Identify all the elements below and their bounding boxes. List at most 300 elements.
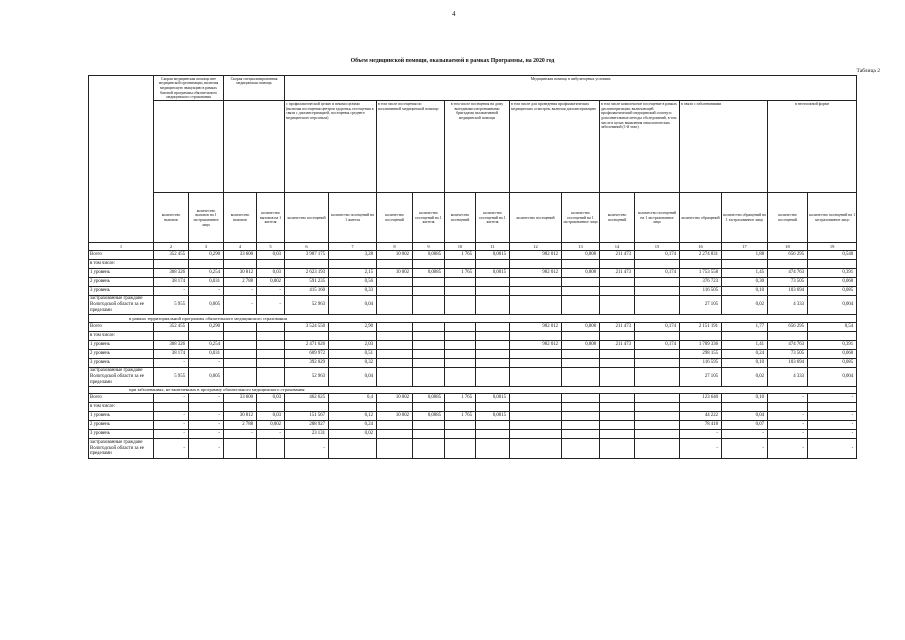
table-cell: 27 105 (680, 367, 722, 386)
table-cell: 0,002 (257, 277, 285, 286)
table-cell (285, 403, 329, 412)
col-visits-home: количество посещений (445, 193, 476, 243)
table-cell: 298 155 (680, 349, 722, 358)
table-row (89, 430, 857, 439)
table-cell (722, 259, 768, 268)
table-cell: - (189, 412, 224, 421)
table-cell: 52 963 (285, 295, 329, 314)
table-cell: 0,060 (808, 349, 857, 358)
table-cell (562, 286, 600, 295)
table-cell (562, 403, 600, 412)
table-cell: 123 640 (680, 394, 722, 403)
row-label: Всего (89, 394, 154, 403)
table-cell: 0,02 (722, 367, 768, 386)
table-cell (257, 403, 285, 412)
table-cell: 0,24 (329, 421, 377, 430)
table-cell (445, 340, 476, 349)
table-cell (600, 421, 635, 430)
table-cell (476, 349, 510, 358)
table-cell (635, 412, 680, 421)
row-label: 1 уровень (89, 268, 154, 277)
table-cell: 462 625 (285, 394, 329, 403)
header-incl-palliative: в том числе посещения по паллиативной медицинской помощи (377, 101, 445, 193)
table-cell (224, 349, 257, 358)
table-cell: 1 765 (445, 412, 476, 421)
table-cell (562, 259, 600, 268)
table-cell: 308 326 (154, 268, 189, 277)
table-cell (722, 331, 768, 340)
table-cell: 0,0085 (413, 394, 445, 403)
table-cell: 0,54 (808, 322, 857, 331)
table-cell: 103 694 (768, 358, 808, 367)
col-visits-pal-per1: количество посещений на 1 жителя (413, 193, 445, 243)
row-label: 2 уровень (89, 349, 154, 358)
header-complex: в том числе комплексное посещение в рамках диспансеризации, включающей профилактический медицинский осмотр и дополнительные методы обследований, в том числе в целях выявления онкологических заболеваний (1-й этап) (600, 101, 680, 193)
table-cell: 0,51 (329, 349, 377, 358)
table-cell (377, 349, 413, 358)
table-cell: 1,88 (722, 250, 768, 259)
column-number: 7 (329, 243, 377, 250)
table-cell (510, 286, 562, 295)
column-number: 4 (224, 243, 257, 250)
table-cell: 0,808 (562, 268, 600, 277)
row-label: Всего (89, 322, 154, 331)
table-cell (510, 403, 562, 412)
column-number: 18 (768, 243, 808, 250)
table-cell: 33 600 (224, 250, 257, 259)
table-cell (600, 277, 635, 286)
table-cell: - (189, 439, 224, 458)
col-visits-urgent-per1: количество посещений на 1 застрахованное лицо (808, 193, 857, 243)
table-cell (413, 340, 445, 349)
table-cell (445, 331, 476, 340)
table-cell (635, 295, 680, 314)
table-cell: - (154, 430, 189, 439)
table-row (89, 322, 857, 331)
table-cell (808, 403, 857, 412)
table-cell (600, 394, 635, 403)
table-cell (224, 367, 257, 386)
table-cell: - (189, 421, 224, 430)
table-cell: 4 333 (768, 367, 808, 386)
table-cell: - (224, 430, 257, 439)
table-cell (413, 331, 445, 340)
table-cell (377, 340, 413, 349)
table-cell (476, 295, 510, 314)
row-label: 2 уровень (89, 277, 154, 286)
table-cell (476, 430, 510, 439)
table-row (89, 259, 857, 268)
table-cell: 656 295 (768, 322, 808, 331)
table-cell: 73 505 (768, 349, 808, 358)
column-number: 6 (285, 243, 329, 250)
table-cell: 0,808 (562, 250, 600, 259)
table-cell (722, 403, 768, 412)
table-cell: - (285, 439, 329, 458)
table-row (89, 439, 857, 458)
table-cell: - (189, 358, 224, 367)
table-cell: - (808, 394, 857, 403)
table-cell (257, 349, 285, 358)
table-cell (476, 286, 510, 295)
table-cell: 1 765 (445, 250, 476, 259)
table-cell: 1,41 (722, 340, 768, 349)
table-cell (635, 367, 680, 386)
table-cell (510, 430, 562, 439)
table-cell: 0,174 (635, 340, 680, 349)
table-cell (413, 421, 445, 430)
col-visits-urgent: количество посещений (768, 193, 808, 243)
table-cell (600, 295, 635, 314)
table-cell: 0,56 (329, 277, 377, 286)
table-cell (476, 358, 510, 367)
table-cell: 0,33 (329, 286, 377, 295)
table-cell (445, 286, 476, 295)
table-cell: 151 567 (285, 412, 329, 421)
table-cell: - (257, 430, 285, 439)
table-cell (562, 349, 600, 358)
row-label: застрахованные граждане Вологодской области за ее пределами (89, 439, 154, 458)
table-cell: - (224, 286, 257, 295)
table-cell (635, 349, 680, 358)
table-cell (808, 331, 857, 340)
header-sspec: Скорая специализированная медицинская помощь (224, 76, 285, 101)
table-cell: 0,04 (329, 295, 377, 314)
table-cell (189, 403, 224, 412)
table-cell (562, 412, 600, 421)
table-cell (257, 367, 285, 386)
table-cell: 0,32 (329, 358, 377, 367)
table-cell: 44 222 (680, 412, 722, 421)
table-cell (445, 259, 476, 268)
table-cell (600, 403, 635, 412)
col-visits-complex-per1: количество посещений на 1 застрахованное лицо (635, 193, 680, 243)
table-cell: - (680, 430, 722, 439)
header-prof-exam: в том числе для проведения профилактических медицинских осмотров, включая диспансеризацию (510, 101, 600, 193)
table-cell (510, 367, 562, 386)
table-cell: 0,540 (808, 250, 857, 259)
table-cell (562, 277, 600, 286)
table-cell: 2,15 (329, 268, 377, 277)
table-cell (413, 295, 445, 314)
section-heading: в рамках территориальной программы обязательного медицинского страхования (89, 315, 857, 323)
table-cell: 0,4 (329, 394, 377, 403)
col-visits-exam: количество посещений (510, 193, 562, 243)
table-cell (510, 439, 562, 458)
table-cell: 38 174 (154, 349, 189, 358)
table-cell: 1 709 336 (680, 340, 722, 349)
table-cell: 5 955 (154, 367, 189, 386)
table-cell: 0,03 (257, 412, 285, 421)
col-calls: количество вызовов (154, 193, 189, 243)
table-cell (600, 331, 635, 340)
table-cell (635, 331, 680, 340)
table-cell (635, 403, 680, 412)
table-cell: 10 002 (377, 412, 413, 421)
table-cell: - (154, 421, 189, 430)
table-cell (510, 295, 562, 314)
table-cell (377, 331, 413, 340)
table-cell: 0,005 (189, 295, 224, 314)
table-cell: 5 955 (154, 295, 189, 314)
table-cell (635, 358, 680, 367)
row-label: 2 уровень (89, 421, 154, 430)
table-cell (224, 439, 257, 458)
table-cell: 52 963 (285, 367, 329, 386)
table-cell (476, 367, 510, 386)
table-cell (635, 394, 680, 403)
table-cell: 0,0015 (476, 394, 510, 403)
table-cell: 0,254 (189, 268, 224, 277)
table-cell: 0,808 (562, 340, 600, 349)
table-cell: - (680, 439, 722, 458)
row-label: 1 уровень (89, 340, 154, 349)
header-prof: с профилактической целью и иными целями (включая посещения центров здоровья, посещения в связи с диспансеризацией, посещения среднего медицинского персонала) (285, 101, 377, 193)
table-cell: - (768, 439, 808, 458)
table-cell (329, 403, 377, 412)
table-cell: 0,004 (808, 367, 857, 386)
table-cell: 0,060 (808, 277, 857, 286)
row-label: 3 уровень (89, 286, 154, 295)
table-row (89, 268, 857, 277)
table-cell: 0,0085 (413, 268, 445, 277)
table-cell: 0,391 (808, 340, 857, 349)
table-cell: 0,290 (189, 250, 224, 259)
table-cell: - (808, 430, 857, 439)
table-cell: 1 765 (445, 394, 476, 403)
table-cell (476, 421, 510, 430)
table-cell: - (189, 286, 224, 295)
table-cell (224, 340, 257, 349)
table-cell: 211 473 (600, 322, 635, 331)
table-cell: 116 595 (680, 358, 722, 367)
table-cell (154, 259, 189, 268)
table-label: Таблица 2 (856, 68, 880, 74)
table-cell (476, 439, 510, 458)
table-cell: - (154, 394, 189, 403)
col-visits-complex: количество посещений (600, 193, 635, 243)
table-cell: 982 012 (510, 268, 562, 277)
table-row (89, 349, 857, 358)
table-cell: - (808, 421, 857, 430)
table-cell (329, 259, 377, 268)
row-label: в том числе: (89, 259, 154, 268)
table-cell: 2 623 193 (285, 268, 329, 277)
table-cell (413, 403, 445, 412)
table-cell (445, 367, 476, 386)
table-cell: 0,02 (722, 295, 768, 314)
table-cell (808, 259, 857, 268)
table-cell (445, 349, 476, 358)
col-calls-sspec: количество вызовов (224, 193, 257, 243)
column-number: 5 (257, 243, 285, 250)
table-cell: 0,004 (808, 295, 857, 314)
table-cell: 982 012 (510, 322, 562, 331)
table-cell (476, 331, 510, 340)
table-cell: 0,30 (722, 277, 768, 286)
table-cell: 308 326 (154, 340, 189, 349)
table-cell (600, 367, 635, 386)
table-cell (224, 331, 257, 340)
table-cell: 0,10 (722, 394, 768, 403)
table-cell (377, 403, 413, 412)
table-cell: 30 812 (224, 412, 257, 421)
col-visits-home-per1: количество посещений на 1 жителя (476, 193, 510, 243)
table-cell (413, 430, 445, 439)
col-calls-per1-resident: количество вызовов на 1 жителя (257, 193, 285, 243)
table-cell: - (722, 430, 768, 439)
table-cell (680, 259, 722, 268)
table-cell: 2,03 (329, 340, 377, 349)
table-cell: - (189, 430, 224, 439)
table-cell (562, 439, 600, 458)
header-incl-home: в том числе посещения на дому выездными патронажными бригадами паллиативной медицинской помощи (445, 101, 510, 193)
volume-table (88, 75, 857, 459)
table-cell: 0,031 (189, 277, 224, 286)
table-cell (510, 277, 562, 286)
table-row (89, 295, 857, 314)
table-cell: 415 160 (285, 286, 329, 295)
table-cell (476, 259, 510, 268)
table-cell (562, 295, 600, 314)
table-cell: - (154, 286, 189, 295)
table-cell (189, 259, 224, 268)
table-cell: 352 455 (154, 250, 189, 259)
table-cell (377, 421, 413, 430)
table-cell: 0,0085 (413, 250, 445, 259)
table-cell: 0,290 (189, 322, 224, 331)
table-cell: 78 418 (680, 421, 722, 430)
table-cell (257, 439, 285, 458)
table-cell (413, 259, 445, 268)
table-cell: - (224, 295, 257, 314)
table-cell: 1 765 (445, 268, 476, 277)
table-cell: 73 505 (768, 277, 808, 286)
table-cell (413, 277, 445, 286)
column-number: 16 (680, 243, 722, 250)
table-cell (635, 439, 680, 458)
table-cell (768, 259, 808, 268)
table-cell (510, 412, 562, 421)
table-cell: 474 763 (768, 268, 808, 277)
table-cell: 392 029 (285, 358, 329, 367)
table-cell (635, 421, 680, 430)
column-number: 9 (413, 243, 445, 250)
table-cell: 0,174 (635, 322, 680, 331)
header-ambulatory: Медицинская помощь в амбулаторных условиях (285, 76, 857, 101)
table-cell: 0,254 (189, 340, 224, 349)
table-cell (285, 259, 329, 268)
table-row (89, 286, 857, 295)
header-smp-empty (154, 101, 224, 193)
table-cell (377, 322, 413, 331)
table-cell: 27 105 (680, 295, 722, 314)
table-row (89, 367, 857, 386)
column-number: 10 (445, 243, 476, 250)
table-cell: 656 295 (768, 250, 808, 259)
table-cell (445, 277, 476, 286)
table-cell (445, 322, 476, 331)
table-cell: 0,002 (257, 421, 285, 430)
table-cell (377, 259, 413, 268)
table-cell: 0,031 (189, 349, 224, 358)
table-cell (224, 322, 257, 331)
table-cell (189, 331, 224, 340)
table-cell: 982 012 (510, 250, 562, 259)
table-cell (329, 439, 377, 458)
row-label: 3 уровень (89, 358, 154, 367)
table-cell (445, 403, 476, 412)
table-cell (445, 295, 476, 314)
table-row (89, 412, 857, 421)
col-visits-exam-per1: количество посещений на 1 застрахованное лицо (562, 193, 600, 243)
table-cell: - (257, 286, 285, 295)
col-visits: количество посещений (285, 193, 329, 243)
table-cell (413, 286, 445, 295)
table-cell: 0,03 (257, 268, 285, 277)
section-heading: при заболеваниях, не включенных в программу обязательного медицинского страхования (89, 386, 857, 394)
column-number: 3 (189, 243, 224, 250)
table-cell: 0,10 (722, 286, 768, 295)
table-cell: 0,0015 (476, 250, 510, 259)
table-cell (562, 394, 600, 403)
table-cell (510, 421, 562, 430)
table-cell (445, 439, 476, 458)
table-cell: 376 723 (680, 277, 722, 286)
table-cell: - (808, 412, 857, 421)
col-calls-per1: количество вызовов на 1 застрахованное лицо (189, 193, 224, 243)
table-cell: 0,0015 (476, 412, 510, 421)
table-cell: 211 473 (600, 340, 635, 349)
table-cell: 474 763 (768, 340, 808, 349)
table-cell (680, 403, 722, 412)
table-cell (413, 367, 445, 386)
table-cell: 0,005 (189, 367, 224, 386)
table-cell (600, 358, 635, 367)
table-cell (257, 358, 285, 367)
table-cell: - (722, 439, 768, 458)
table-cell (445, 421, 476, 430)
table-cell: - (189, 394, 224, 403)
column-number: 17 (722, 243, 768, 250)
table-cell: 33 600 (224, 394, 257, 403)
column-numbers-row (89, 243, 857, 250)
table-cell: 211 473 (600, 268, 635, 277)
table-cell: 288 927 (285, 421, 329, 430)
table-cell: 0,0085 (413, 412, 445, 421)
column-number: 2 (154, 243, 189, 250)
table-cell (600, 412, 635, 421)
table-cell: 0,0015 (476, 268, 510, 277)
table-cell (600, 259, 635, 268)
table-cell (562, 331, 600, 340)
table-row (89, 421, 857, 430)
table-cell: 0,174 (635, 268, 680, 277)
table-cell (224, 259, 257, 268)
table-cell: 2 471 626 (285, 340, 329, 349)
table-cell: - (768, 412, 808, 421)
table-cell: 211 473 (600, 250, 635, 259)
col-visits-per1-resident: количество посещений на 1 жителя (329, 193, 377, 243)
table-cell: 0,04 (329, 367, 377, 386)
table-cell: - (768, 394, 808, 403)
table-cell: 591 235 (285, 277, 329, 286)
table-cell: 0,391 (808, 268, 857, 277)
table-cell (413, 322, 445, 331)
table-cell: - (154, 412, 189, 421)
column-number: 11 (476, 243, 510, 250)
table-cell (445, 358, 476, 367)
